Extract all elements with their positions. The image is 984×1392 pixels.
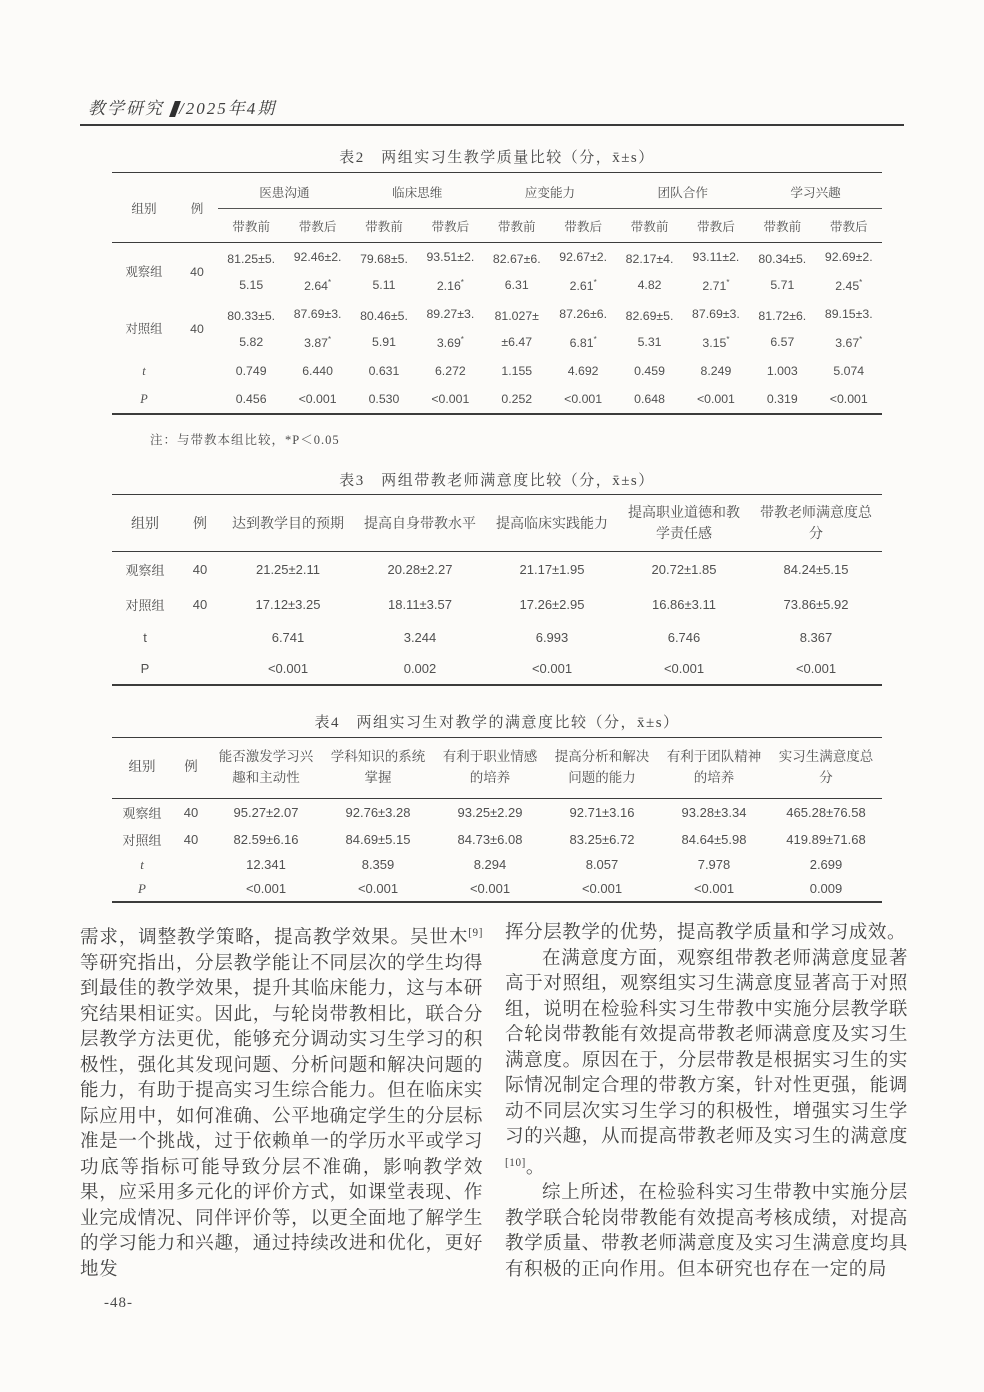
table-cell: 2.699 — [809, 857, 843, 873]
column-header: 提高职业道德和教学责任感 — [618, 495, 750, 552]
column-subheader: 带教后 — [284, 209, 350, 243]
column-header: 达到教学目的预期 — [222, 495, 354, 552]
table-cell: 1.003 — [766, 364, 798, 379]
paragraph: 挥分层教学的优势，提高教学质量和学习成效。 — [505, 923, 907, 943]
table-cell: 419.89±71.68 — [786, 831, 866, 847]
column-header: 提高分析和解决问题的能力 — [546, 738, 658, 799]
table-cell: 0.319 — [766, 392, 798, 407]
table-cell: 对照组 — [122, 832, 162, 848]
column-subheader: 带教前 — [484, 209, 550, 243]
table-cell: 观察组 — [125, 264, 163, 279]
table-cell: 4.692 — [567, 364, 599, 379]
table-row — [112, 826, 882, 853]
column-header: 组别 — [112, 738, 172, 799]
table-cell: 观察组 — [125, 563, 165, 578]
table-subheader-row — [112, 209, 882, 243]
table-row — [112, 653, 882, 685]
table-cell — [172, 853, 210, 877]
table2-title: 表2 两组实习生教学质量比较（分，x̄±s） — [339, 150, 655, 166]
table-cell: <0.001 — [581, 881, 623, 897]
table-cell: 8.249 — [700, 364, 732, 379]
table-cell: P — [140, 661, 150, 676]
table-cell: 8.057 — [585, 857, 619, 873]
table-cell: 20.28±2.27 — [387, 562, 453, 577]
table3-header — [112, 495, 882, 552]
table-header-row — [112, 738, 882, 799]
table-cell: P — [138, 880, 146, 896]
table-cell — [172, 877, 210, 902]
column-subheader: 带教后 — [550, 209, 616, 243]
table-cell: 82.69±5. 5.31 — [625, 308, 674, 349]
table-cell: 6.741 — [271, 630, 305, 645]
table-cell: 93.25±2.29 — [457, 804, 523, 820]
table-header-row — [112, 173, 882, 209]
table-cell — [178, 622, 222, 653]
table2-body — [112, 243, 882, 415]
table-cell: 92.46±2. 2.64* — [293, 250, 342, 294]
table-cell: 93.28±3.34 — [681, 804, 747, 820]
table-cell — [176, 357, 218, 385]
table-row — [112, 385, 882, 414]
table-cell: t — [142, 364, 146, 379]
column-header: 例 — [176, 173, 218, 243]
table-cell: 8.367 — [799, 630, 833, 645]
column-subheader: 带教前 — [351, 209, 417, 243]
table4-header — [112, 738, 882, 799]
paragraph: 需求，调整教学策略，提高教学效果。吴世木[9]等研究指出，分层教学能让不同层次的学生均得到最佳的教学效果，提升其临床能力，这与本研究结果相证实。因此，与轮岗带教相比，联合分层教学方法更优，能够充分调动实习生学习的积极性，强化其发现问题、分析问题和解决问题的能力，有助于提高实习生综合能力。但在临床实际应用中，如何准确、公平地确定学生的分层标准是一个挑战，过于依赖单一的学历水平或学习功底等指标可能导致分层不准确，影响教学效果，应采用多元化的评价方式，如课堂表现、作业完成情况、同伴评价等，以更全面地了解学生的学习能力和兴趣，通过持续改进和优化，更好地发 — [80, 927, 483, 1280]
table-cell: 0.530 — [368, 392, 400, 407]
table-cell: 40 — [192, 562, 208, 577]
table-cell: 20.72±1.85 — [651, 562, 717, 577]
table-cell: <0.001 — [693, 881, 735, 897]
table-row — [112, 300, 882, 357]
table-cell: <0.001 — [357, 881, 399, 897]
table-cell: 80.34±5. 5.71 — [758, 251, 807, 292]
column-header: 医患沟通 — [218, 173, 351, 209]
column-header: 实习生满意度总分 — [770, 738, 882, 799]
table-cell: 40 — [183, 804, 199, 820]
table-cell: 87.69±3. 3.87* — [293, 307, 342, 351]
column-header: 学科知识的系统掌握 — [322, 738, 434, 799]
paragraph: 在满意度方面，观察组带教老师满意度显著高于对照组，观察组实习生满意度显著高于对照组，说明在检验科实习生带教中实施分层教学联合轮岗带教能有效提高带教老师满意度及实习生满意度。原因在于，分层带教是根据实习生的实际情况制定合理的带教方案，针对性更强，能调动不同层次实习生学习的积极性，增强实习生学习的兴趣，从而提高带教老师及实习生的满意度[10]。 — [505, 948, 908, 1178]
page-number: -48- — [104, 1295, 133, 1311]
journal-name: 教学研究 — [88, 99, 164, 118]
body-column-right — [505, 921, 908, 1283]
column-header: 提高临床实践能力 — [486, 495, 618, 552]
body-column-left — [80, 921, 483, 1283]
column-header: 临床思维 — [351, 173, 484, 209]
table-cell: 对照组 — [125, 598, 165, 613]
table-cell: 7.978 — [697, 857, 731, 873]
table-header-row — [112, 495, 882, 552]
column-subheader: 带教后 — [816, 209, 882, 243]
table-cell: 80.33±5. 5.82 — [227, 308, 276, 349]
table-cell: 92.76±3.28 — [345, 804, 411, 820]
column-header: 团队合作 — [616, 173, 749, 209]
table-cell — [178, 653, 222, 685]
table-cell: 17.26±2.95 — [519, 597, 585, 612]
table-cell: 40 — [192, 597, 208, 612]
table-cell: 40 — [190, 264, 204, 279]
table-cell: 465.28±76.58 — [786, 804, 866, 820]
table-cell: 73.86±5.92 — [783, 597, 849, 612]
table-cell: 82.17±4. 4.82 — [625, 251, 674, 292]
table-cell: t — [143, 630, 147, 645]
table-cell: 6.746 — [667, 630, 701, 645]
table3-title: 表3 两组带教老师满意度比较（分，x̄±s） — [339, 473, 655, 489]
table-cell: 6.272 — [434, 364, 466, 379]
table-row — [112, 587, 882, 622]
table-cell: 观察组 — [122, 805, 162, 821]
table-cell: 0.631 — [368, 364, 400, 379]
column-subheader: 带教前 — [749, 209, 815, 243]
table-cell: 93.51±2. 2.16* — [426, 250, 475, 294]
table-row — [112, 853, 882, 877]
table-cell: 0.252 — [501, 392, 533, 407]
table-cell: 83.25±6.72 — [569, 831, 635, 847]
table-cell: 81.027± ±6.47 — [494, 308, 539, 349]
table-cell: 84.24±5.15 — [783, 562, 849, 577]
column-header: 学习兴趣 — [749, 173, 882, 209]
table-cell: 82.67±6. 6.31 — [492, 251, 541, 292]
table-cell: 79.68±5. 5.11 — [360, 251, 408, 292]
table-cell: <0.001 — [298, 392, 337, 407]
table-cell: 92.71±3.16 — [569, 804, 635, 820]
table-cell: <0.001 — [829, 392, 868, 407]
table-row — [112, 877, 882, 902]
column-header: 组别 — [112, 173, 176, 243]
column-header: 能否激发学习兴趣和主动性 — [210, 738, 322, 799]
table-cell: <0.001 — [663, 661, 705, 676]
column-header: 有利于职业情感的培养 — [434, 738, 546, 799]
column-header: 例 — [172, 738, 210, 799]
table-cell: 87.69±3. 3.15* — [692, 307, 740, 351]
header-rule — [80, 124, 904, 126]
table-cell: 80.46±5. 5.91 — [360, 308, 408, 349]
table4-body — [112, 798, 882, 902]
table4-title: 表4 两组实习生对教学的满意度比较（分，x̄±s） — [314, 715, 680, 731]
table-cell: 89.15±3. 3.67* — [824, 307, 873, 351]
table-cell: 40 — [190, 321, 204, 336]
table2-note: 注：与带教本组比较，*P＜0.05 — [150, 433, 340, 447]
table-cell: 6.993 — [535, 630, 569, 645]
table-cell: 93.11±2. 2.71* — [692, 250, 740, 294]
table-cell: 6.440 — [302, 364, 333, 379]
table-cell: 40 — [183, 831, 199, 847]
table-cell: <0.001 — [564, 392, 603, 407]
table3-body — [112, 552, 882, 686]
table3 — [112, 494, 882, 686]
table-cell: 84.64±5.98 — [681, 831, 747, 847]
table-cell: <0.001 — [245, 881, 287, 897]
table-row — [112, 552, 882, 588]
table-cell: 1.155 — [501, 364, 533, 379]
table-cell: <0.001 — [469, 881, 511, 897]
table-cell: 81.72±6. 6.57 — [758, 308, 807, 349]
column-subheader: 带教后 — [683, 209, 749, 243]
table-cell: 12.341 — [246, 857, 286, 873]
table-cell: P — [140, 392, 148, 407]
table-cell: 92.67±2. 2.61* — [559, 250, 608, 294]
table-cell: 8.294 — [473, 857, 507, 873]
table-cell: 8.359 — [361, 857, 395, 873]
table-cell: 16.86±3.11 — [651, 597, 716, 612]
journal-header — [88, 94, 276, 119]
table-cell: 21.25±2.11 — [255, 562, 320, 577]
column-header: 例 — [178, 495, 222, 552]
table-cell — [176, 385, 218, 414]
table-cell: 95.27±2.07 — [233, 804, 299, 820]
column-header: 带教老师满意度总分 — [750, 495, 882, 552]
table-row — [112, 357, 882, 385]
table-cell: 0.002 — [403, 661, 437, 676]
table2 — [112, 172, 882, 415]
column-header: 应变能力 — [484, 173, 617, 209]
table-cell: 21.17±1.95 — [519, 562, 585, 577]
table-cell: 18.11±3.57 — [387, 597, 452, 612]
table4 — [112, 737, 882, 903]
table-row — [112, 798, 882, 826]
column-subheader: 带教后 — [417, 209, 483, 243]
column-subheader: 带教前 — [616, 209, 682, 243]
table-cell: 89.27±3. 3.69* — [426, 307, 475, 351]
table-cell: <0.001 — [696, 392, 735, 407]
table-cell: 5.074 — [833, 364, 865, 379]
column-header: 有利于团队精神的培养 — [658, 738, 770, 799]
column-header: 组别 — [112, 495, 178, 552]
table-cell: 82.59±6.16 — [233, 831, 299, 847]
table-cell: 0.749 — [235, 364, 267, 379]
body-text — [80, 921, 908, 1283]
column-header: 提高自身带教水平 — [354, 495, 486, 552]
table-cell: 0.009 — [809, 881, 843, 897]
table-cell: <0.001 — [531, 661, 573, 676]
table-row — [112, 622, 882, 653]
table-cell: 0.459 — [634, 364, 665, 379]
table-cell: 84.73±6.08 — [457, 831, 523, 847]
table-cell: 17.12±3.25 — [255, 597, 321, 612]
table-cell: 84.69±5.15 — [345, 831, 411, 847]
table-cell: 3.244 — [403, 630, 437, 645]
table-cell: <0.001 — [431, 392, 470, 407]
table2-header — [112, 173, 882, 243]
table-cell: <0.001 — [795, 661, 837, 676]
table-cell: t — [140, 856, 144, 872]
table-cell: 81.25±5. 5.15 — [227, 251, 276, 292]
paragraph: 综上所述，在检验科实习生带教中实施分层教学联合轮岗带教能有效提高考核成绩，对提高教学质量、带教老师满意度及实习生满意度均具有积极的正向作用。但本研究也存在一定的局 — [505, 1183, 908, 1280]
table-cell: 对照组 — [125, 321, 163, 336]
table-cell: <0.001 — [267, 661, 309, 676]
issue-info: /2025年4期 — [179, 99, 277, 118]
column-subheader: 带教前 — [218, 209, 284, 243]
table-cell: 0.648 — [634, 392, 665, 407]
table-cell: 0.456 — [235, 392, 267, 407]
table-row — [112, 243, 882, 301]
table-cell: 92.69±2. 2.45* — [824, 250, 873, 294]
table-cell: 87.26±6. 6.81* — [559, 307, 608, 351]
